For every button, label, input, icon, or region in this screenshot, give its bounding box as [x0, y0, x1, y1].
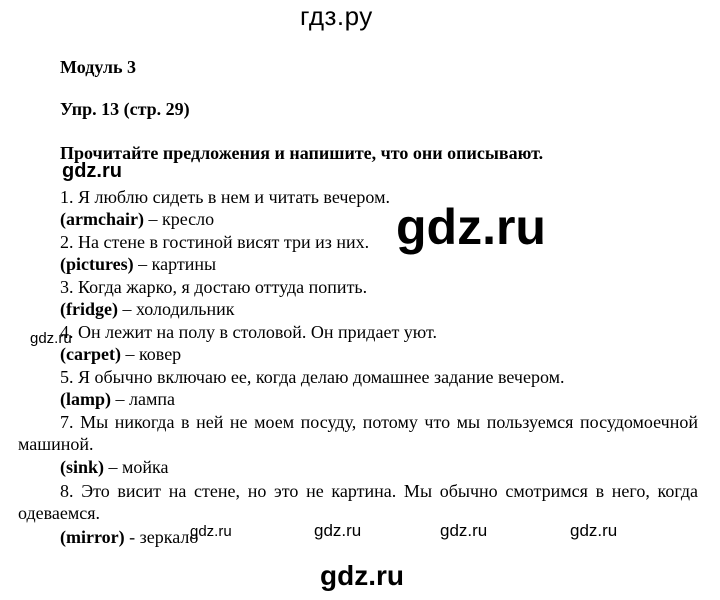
item-2-answer — [60, 253, 216, 275]
watermark-bottom-4: gdz.ru — [570, 521, 618, 540]
watermark-bottom-1: gdz.ru — [190, 523, 232, 540]
item-5-sentence: 5. Я обычно включаю ее, когда делаю домашнее задание вечером. — [60, 367, 565, 387]
item-2-answer-ru: – картины — [133, 254, 217, 274]
item-8-answer-ru: - зеркало — [124, 527, 199, 547]
watermark-left: gdz.ru — [30, 330, 72, 347]
item-3-answer — [60, 298, 235, 320]
instruction-text: Прочитайте предложения и напишите, что они описывают. — [60, 143, 544, 163]
item-2-sentence: 2. На стене в гостиной висят три из них. — [60, 232, 370, 252]
item-3-sentence: 3. Когда жарко, я достаю оттуда попить. — [60, 277, 368, 297]
exercise-title: Упр. 13 (стр. 29) — [60, 99, 190, 119]
item-4-answer-ru: – ковер — [120, 344, 182, 364]
item-5-answer — [60, 388, 175, 410]
item-3-answer-ru: – холодильник — [117, 299, 235, 319]
item-5-answer-en: (lamp) — [60, 389, 111, 409]
item-7-answer-ru: – мойка — [104, 457, 169, 477]
site-header-watermark: гдз.ру — [300, 1, 373, 31]
watermark-big: gdz.ru — [396, 199, 546, 255]
item-4-answer — [60, 343, 181, 365]
watermark-bottom-3: gdz.ru — [440, 521, 488, 540]
item-7-sentence: 7. Мы никогда в ней не моем посуду, потому что мы пользуемся посудомоечной машиной. — [18, 412, 698, 454]
item-4-sentence: 4. Он лежит на полу в столовой. Он придает уют. — [60, 322, 438, 342]
watermark-bottom-2: gdz.ru — [314, 521, 362, 540]
module-title: Модуль 3 — [60, 57, 137, 77]
watermark-small-top: gdz.ru — [62, 160, 122, 182]
item-8-answer-en: (mirror) — [60, 527, 125, 547]
item-7-answer-en: (sink) — [60, 457, 105, 477]
item-7-answer — [60, 456, 169, 478]
item-8-sentence: 8. Это висит на стене, но это не картина. Мы обычно смотримся в него, когда одеваемся. — [18, 481, 698, 523]
item-5-answer-ru: – лампа — [111, 389, 175, 409]
footer-watermark: gdz.ru — [320, 560, 404, 591]
item-1-answer-ru: – кресло — [143, 209, 215, 229]
item-8-answer — [60, 526, 198, 548]
item-4-answer-en: (carpet) — [60, 344, 121, 364]
item-1-answer — [60, 208, 214, 230]
item-3-answer-en: (fridge) — [60, 299, 118, 319]
item-2-answer-en: (pictures) — [60, 254, 134, 274]
item-1-answer-en: (armchair) — [60, 209, 144, 229]
item-1-sentence: 1. Я люблю сидеть в нем и читать вечером. — [60, 187, 390, 207]
